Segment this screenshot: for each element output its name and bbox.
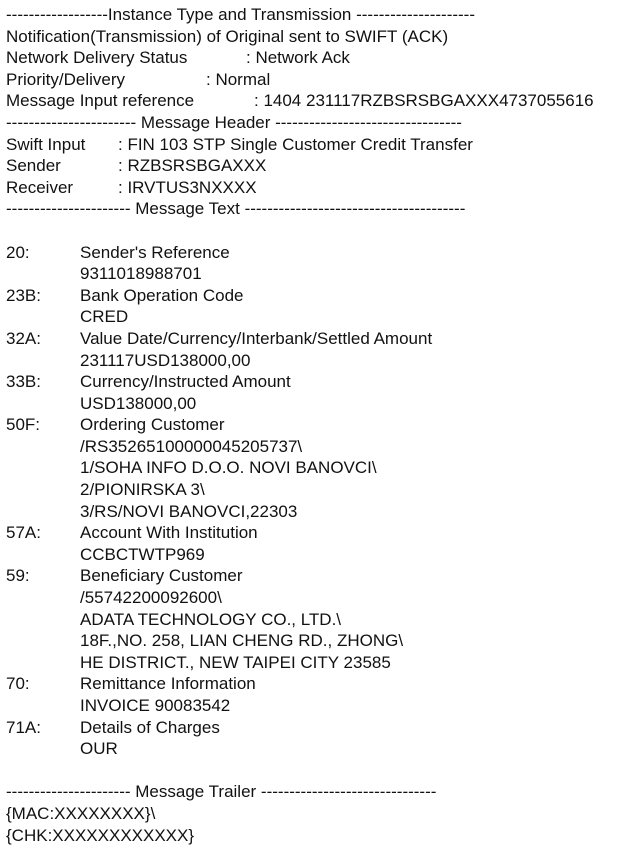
field-tag: 20: — [6, 242, 30, 262]
field-tag: 23B: — [6, 285, 41, 305]
field-tag: 70: — [6, 674, 30, 694]
priority-value: : Normal — [206, 69, 271, 89]
field-value-line: /55742200092600\ — [80, 588, 222, 608]
field-body — [80, 285, 638, 328]
field-tag: 32A: — [6, 328, 41, 348]
sender-value: : RZBSRSBGAXXX — [118, 156, 267, 176]
field-value-line: 231117USD138000,00 — [80, 350, 251, 370]
message-field — [6, 371, 638, 414]
sender-label: Sender — [6, 156, 61, 176]
message-fields — [6, 242, 638, 760]
field-body — [80, 242, 638, 285]
delivery-status-value: : Network Ack — [246, 48, 350, 68]
delivery-status-label: Network Delivery Status — [6, 48, 188, 68]
mir-label: Message Input reference — [6, 91, 195, 111]
spacer — [6, 220, 638, 242]
field-tag: 71A: — [6, 717, 41, 737]
field-value-line: ADATA TECHNOLOGY CO., LTD.\ — [80, 609, 342, 629]
priority-label: Priority/Delivery — [6, 69, 126, 89]
sender-row — [6, 155, 638, 177]
swift-input-row — [6, 134, 638, 156]
field-tag: 33B: — [6, 372, 41, 392]
field-value-line: 18F.,NO. 258, LIAN CHENG RD., ZHONG\ — [80, 631, 404, 651]
field-name: Remittance Information — [80, 674, 256, 694]
field-value-line: USD138000,00 — [80, 393, 197, 413]
message-field — [6, 565, 638, 673]
message-field — [6, 673, 638, 716]
field-value-line: 3/RS/NOVI BANOVCI,22303 — [80, 501, 298, 521]
field-name: Account With Institution — [80, 523, 258, 543]
notification-line: Notification(Transmission) of Original sent to SWIFT (ACK) — [6, 26, 449, 46]
priority-row — [6, 69, 638, 91]
field-value-line: CCBCTWTP969 — [80, 544, 205, 564]
section-trailer-heading: ---------------------- Message Trailer ------------------------------- — [6, 782, 437, 802]
field-name: Ordering Customer — [80, 415, 225, 435]
field-tag: 57A: — [6, 523, 41, 543]
field-body — [80, 371, 638, 414]
field-name: Sender's Reference — [80, 242, 230, 262]
swift-input-value: : FIN 103 STP Single Customer Credit Transfer — [118, 134, 473, 154]
field-body — [80, 673, 638, 716]
section-header-heading: ----------------------- Message Header --------------------------------- — [6, 112, 462, 132]
receiver-row — [6, 177, 638, 199]
field-name: Bank Operation Code — [80, 285, 244, 305]
swift-message-document — [6, 4, 638, 846]
field-value-line: /RS35265100000045205737\ — [80, 436, 303, 456]
section-text-heading: ---------------------- Message Text --------------------------------------- — [6, 199, 466, 219]
receiver-value: : IRVTUS3NXXXX — [118, 177, 257, 197]
delivery-status-row — [6, 47, 638, 69]
field-value-line: CRED — [80, 307, 129, 327]
section-instance-heading: ------------------Instance Type and Transmission --------------------- — [6, 5, 475, 24]
field-value-line: 9311018988701 — [80, 264, 202, 284]
field-name: Details of Charges — [80, 717, 220, 737]
message-field — [6, 522, 638, 565]
swift-input-label: Swift Input — [6, 134, 86, 154]
field-tag: 59: — [6, 566, 30, 586]
trailer-mac: {MAC:XXXXXXXX}\ — [6, 803, 156, 823]
mir-row — [6, 90, 638, 112]
field-body — [80, 522, 638, 565]
message-field — [6, 717, 638, 760]
field-body — [80, 328, 638, 371]
trailer-chk: {CHK:XXXXXXXXXXXX} — [6, 825, 195, 845]
spacer — [6, 760, 638, 782]
receiver-label: Receiver — [6, 177, 74, 197]
field-name: Currency/Instructed Amount — [80, 372, 291, 392]
mir-value: : 1404 231117RZBSRSBGAXXX4737055616 — [254, 91, 594, 111]
field-name: Value Date/Currency/Interbank/Settled Amount — [80, 328, 433, 348]
field-value-line: 2/PIONIRSKA 3\ — [80, 480, 205, 500]
message-field — [6, 242, 638, 285]
field-body — [80, 565, 638, 673]
message-field — [6, 285, 638, 328]
field-value-line: OUR — [80, 739, 118, 759]
field-tag: 50F: — [6, 415, 41, 435]
field-body — [80, 414, 638, 522]
field-value-line: HE DISTRICT., NEW TAIPEI CITY 23585 — [80, 652, 391, 672]
message-field — [6, 414, 638, 522]
field-value-line: 1/SOHA INFO D.O.O. NOVI BANOVCI\ — [80, 458, 377, 478]
field-name: Beneficiary Customer — [80, 566, 243, 586]
field-value-line: INVOICE 90083542 — [80, 696, 231, 715]
field-body — [80, 717, 638, 760]
message-field — [6, 328, 638, 371]
